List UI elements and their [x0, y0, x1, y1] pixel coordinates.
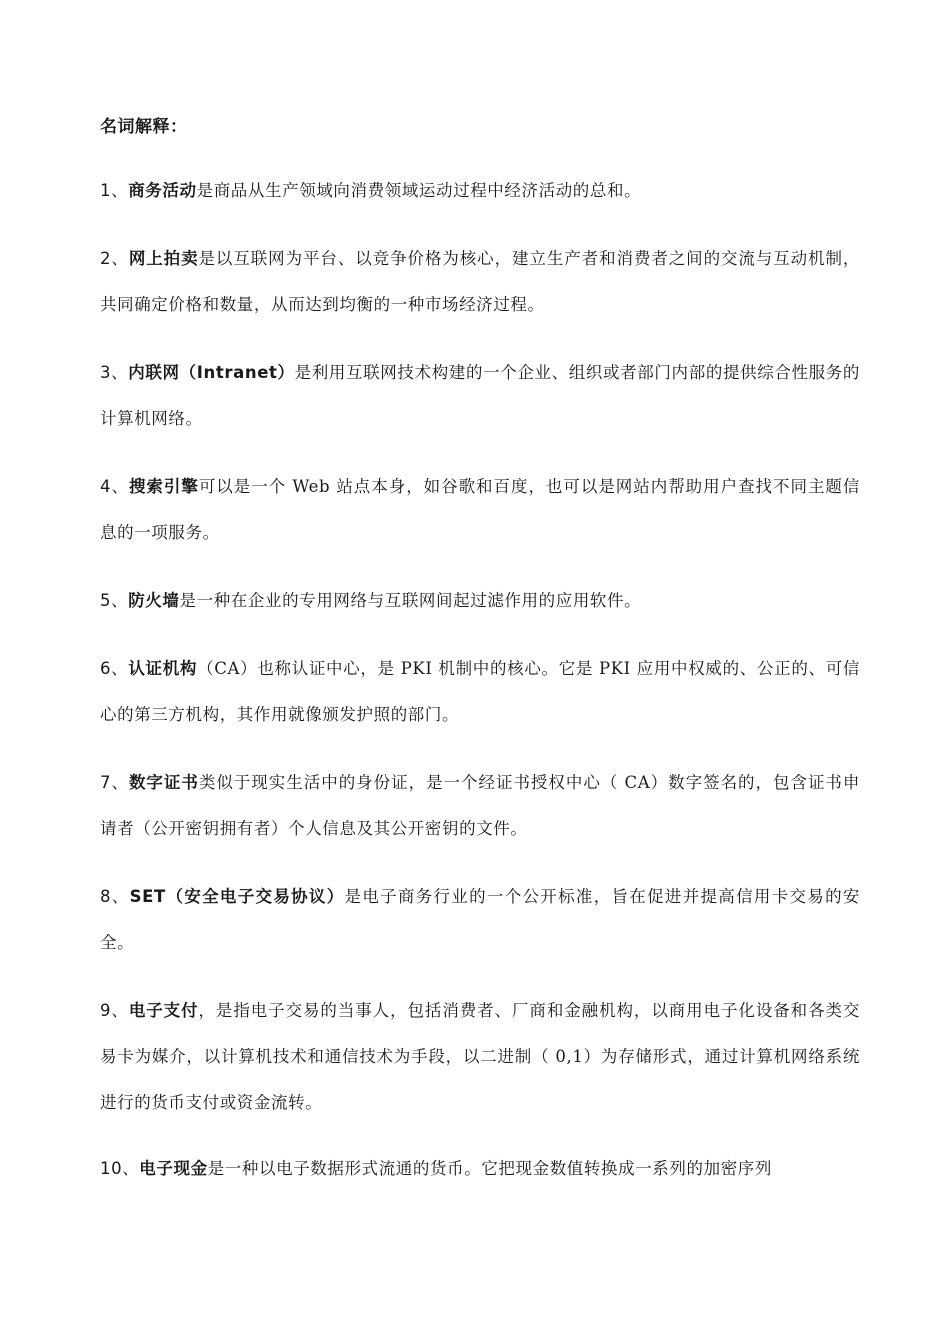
entry-term: 电子支付 — [128, 1001, 199, 1020]
entry-number: 9、 — [100, 1001, 129, 1020]
entry-text: 是一种在企业的专用网络与互联网间起过滤作用的应用软件。 — [179, 591, 642, 610]
entry-number: 10、 — [100, 1159, 140, 1178]
entry-term: 网上拍卖 — [128, 249, 199, 268]
entry-text: 是商品从生产领域向消费领域运动过程中经济活动的总和。 — [196, 181, 642, 200]
entry-number: 5、 — [100, 591, 129, 610]
definition-entry — [100, 464, 860, 556]
definition-entry — [100, 350, 860, 442]
entry-number: 6、 — [100, 659, 129, 678]
entry-text: 是一种以电子数据形式流通的货币。它把现金数值转换成一系列的加密序列 — [207, 1159, 773, 1178]
entry-number: 7、 — [100, 773, 129, 792]
definition-entry — [100, 988, 860, 1126]
definition-entry — [100, 168, 860, 214]
definition-entry — [100, 236, 860, 328]
entry-text: ，是指电子交易的当事人，包括消费者、厂商和金融机构，以商用电子化设备和各类交易卡为媒介，以计算机技术和通信技术为手段，以二进制（ 0,1）为存储形式，通过计算机网络系统进行的货币支付或资金流转。 — [100, 1001, 860, 1112]
definition-entry — [100, 760, 860, 852]
entry-number: 2、 — [100, 249, 129, 268]
definition-entry — [100, 646, 860, 738]
entry-term: 数字证书 — [128, 773, 199, 792]
entry-number: 4、 — [100, 477, 129, 496]
entry-term: 商务活动 — [128, 181, 197, 200]
entry-text: 是利用互联网技术构建的一个企业、组织或者部门内部的提供综合性服务的计算机网络。 — [100, 363, 860, 428]
entry-term: SET（安全电子交易协议） — [129, 887, 345, 906]
entry-number: 3、 — [100, 363, 129, 382]
entry-term: 电子现金 — [139, 1159, 208, 1178]
entry-number: 8、 — [100, 887, 130, 906]
entry-text: 是以互联网为平台、以竞争价格为核心，建立生产者和消费者之间的交流与互动机制，共同确定价格和数量，从而达到均衡的一种市场经济过程。 — [100, 249, 860, 314]
definition-entry — [100, 1146, 860, 1192]
entry-term: 内联网（Intranet） — [128, 363, 295, 382]
entry-text: 是电子商务行业的一个公开标准，旨在促进并提高信用卡交易的安全。 — [100, 887, 860, 952]
entry-term: 认证机构 — [128, 659, 198, 678]
entry-text: 类似于现实生活中的身份证，是一个经证书授权中心（ CA）数字签名的，包含证书申请者（公开密钥拥有者）个人信息及其公开密钥的文件。 — [100, 773, 861, 838]
definition-entry — [100, 874, 860, 966]
entry-text: 可以是一个 Web 站点本身，如谷歌和百度，也可以是网站内帮助用户查找不同主题信息的一项服务。 — [100, 477, 860, 542]
entry-term: 防火墙 — [128, 591, 180, 610]
entry-number: 1、 — [100, 181, 129, 200]
entry-text: （CA）也称认证中心，是 PKI 机制中的核心。它是 PKI 应用中权威的、公正的、可信心的第三方机构，其作用就像颁发护照的部门。 — [100, 659, 860, 724]
entry-term: 搜索引擎 — [128, 477, 199, 496]
page-title: 名词解释： — [100, 117, 188, 137]
definition-entry — [100, 578, 860, 624]
